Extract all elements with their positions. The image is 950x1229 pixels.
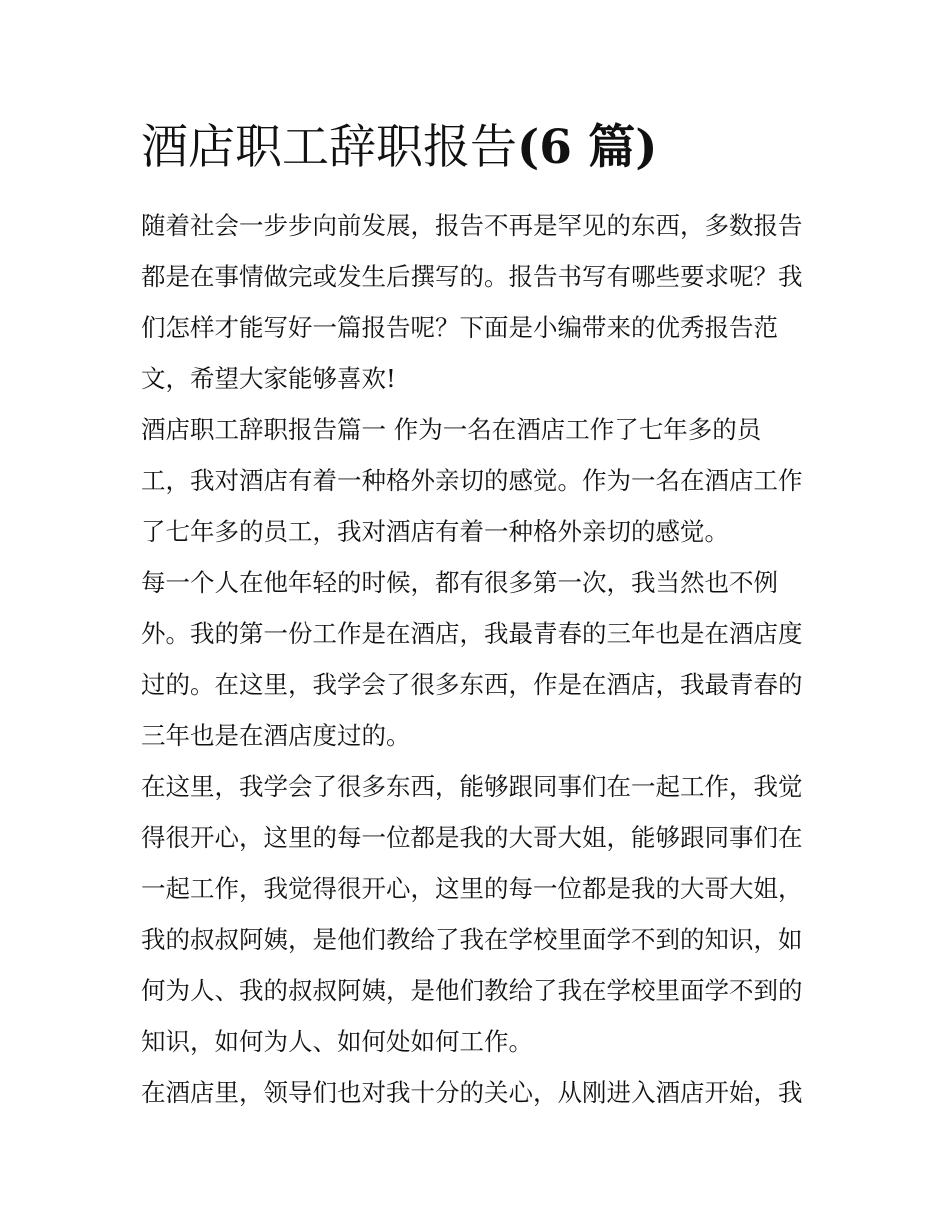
title-suffix: (6 篇) [517,120,658,175]
text-line: 外。我的第一份工作是在酒店，我最青春的三年也是在酒店度 [141,619,803,648]
text-line: 每一个人在他年轻的时候，都有很多第一次，我当然也不例 [141,568,778,597]
document-title [141,118,658,178]
text-line: 了七年多的员工，我对酒店有着一种格外亲切的感觉。 [141,517,729,546]
text-line: 在酒店里，领导们也对我十分的关心，从刚进入酒店开始，我 [141,1078,803,1107]
text-line: 我的叔叔阿姨，是他们教给了我在学校里面学不到的知识，如 [141,925,803,954]
text-line: 何为人、我的叔叔阿姨，是他们教给了我在学校里面学不到的 [141,976,803,1005]
text-line: 们怎样才能写好一篇报告呢？下面是小编带来的优秀报告范 [141,313,778,342]
text-line: 都是在事情做完或发生后撰写的。报告书写有哪些要求呢？我 [141,262,803,291]
text-line: 文，希望大家能够喜欢! [141,364,396,393]
text-line: 随着社会一步步向前发展，报告不再是罕见的东西，多数报告 [141,211,803,240]
text-line: 知识，如何为人、如何处如何工作。 [141,1027,533,1056]
text-line: 得很开心，这里的每一位都是我的大哥大姐，能够跟同事们在 [141,823,803,852]
document-body [141,200,813,1118]
text-line: 工，我对酒店有着一种格外亲切的感觉。作为一名在酒店工作 [141,466,803,495]
text-line: 过的。在这里，我学会了很多东西，作是在酒店，我最青春的 [141,670,803,699]
title-main: 酒店职工辞职报告 [141,120,517,175]
text-line: 在这里，我学会了很多东西，能够跟同事们在一起工作，我觉 [141,772,803,801]
text-line: 三年也是在酒店度过的。 [141,721,411,750]
text-line: 酒店职工辞职报告篇一 作为一名在酒店工作了七年多的员 [141,415,762,444]
text-line: 一起工作，我觉得很开心，这里的每一位都是我的大哥大姐， [141,874,803,903]
